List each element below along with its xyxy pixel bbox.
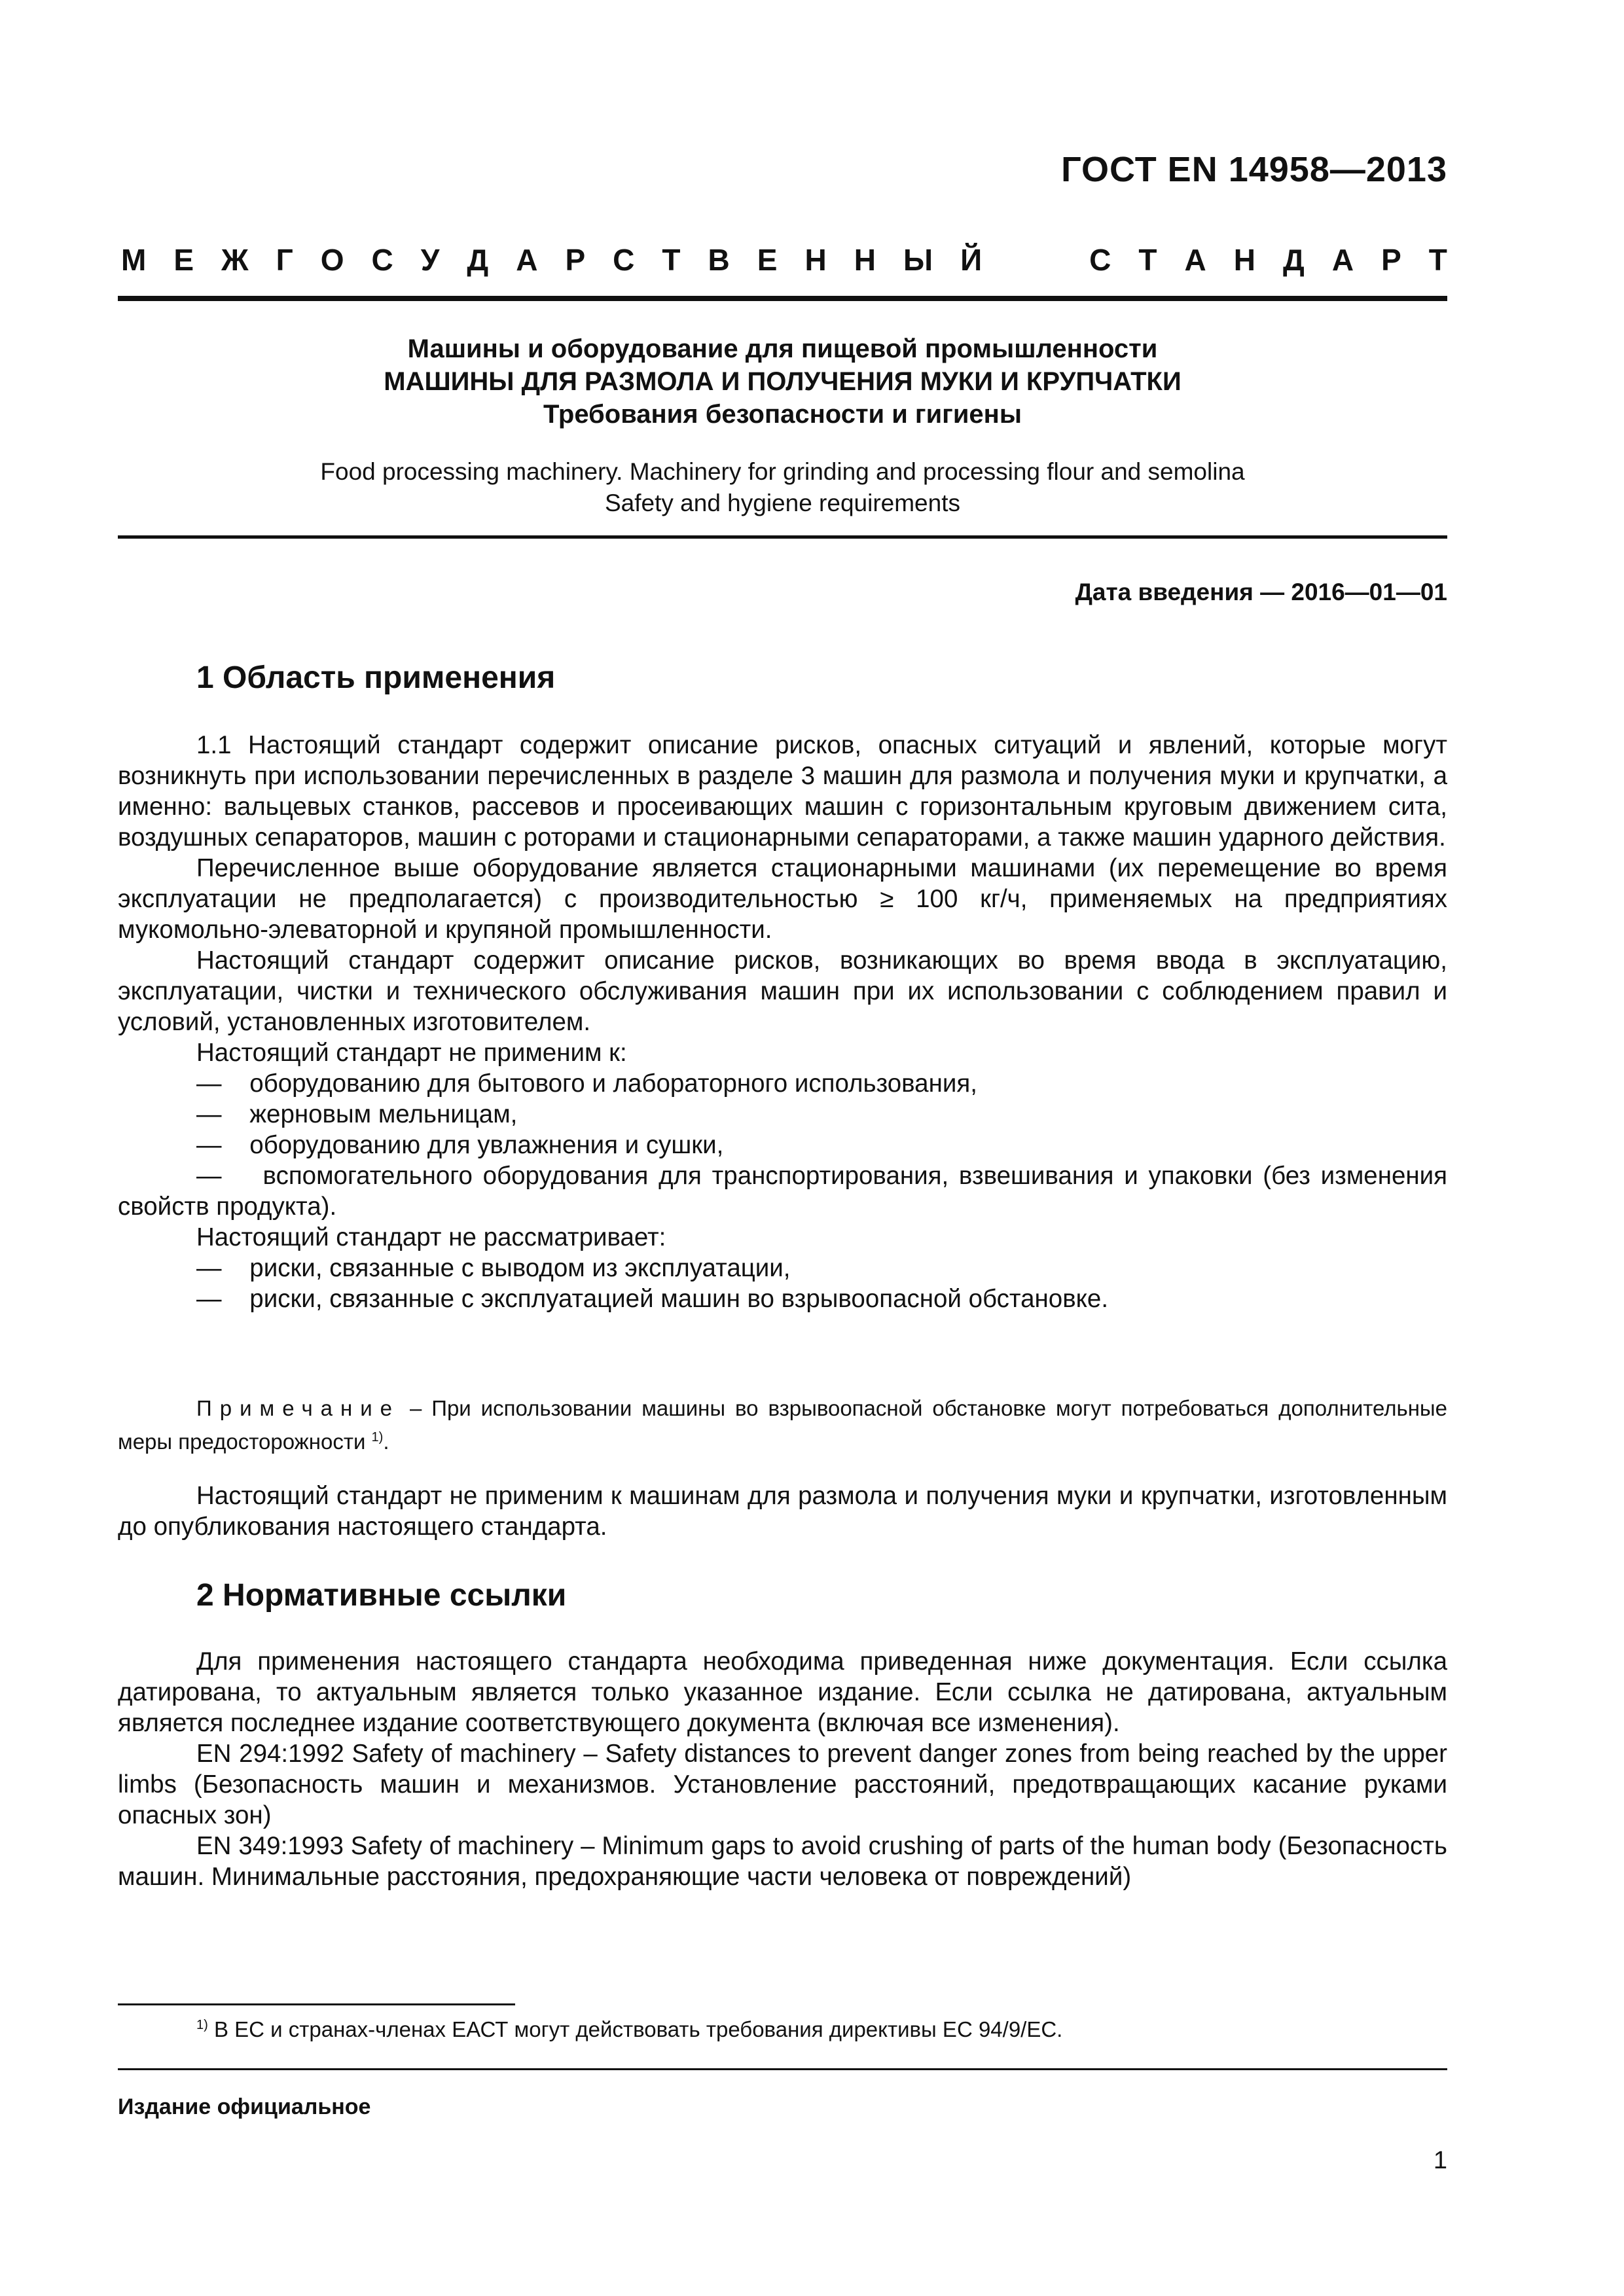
heading-letter: А [1184,243,1206,277]
section-1-paragraph-6: Настоящий стандарт не применим к машинам для размола и получения муки и крупчатки, изготовленным до опубликования настоящего стандарта. [118,1482,1447,1541]
heading-letter: Т [1138,243,1157,277]
reference-en-294: EN 294:1992 Safety of machinery – Safety distances to prevent danger zones from being reached by the upper limbs (Безопасность машин и механизмов. Установление расстояний, предотвращающих касание руками опасных зон) [118,1740,1447,1829]
section-1-paragraph-3: Настоящий стандарт содержит описание рисков, возникающих во время ввода в эксплуатацию, эксплуатации, чистки и технического обслуживания машин при их использовании с соблюдением правил и условий, установленных изготовителем. [118,946,1447,1036]
heading-word-gap [1009,242,1062,278]
list-item: — оборудованию для бытового и лабораторного использования, [196,1069,977,1098]
section-2-heading: 2 Нормативные ссылки [196,1578,567,1613]
section-2-body [118,1646,1447,1892]
note-label: Примечание [196,1396,401,1420]
footnote [196,2017,1062,2042]
section-1-closing [118,1480,1447,1542]
heading-letter: Р [565,243,586,277]
list-item: — вспомогательного оборудования для транспортирования, взвешивания и упаковки (без изменения свойств продукта). [118,1162,1447,1221]
heading-letter: Д [1283,243,1305,277]
list-item: — риски, связанные с эксплуатацией машин во взрывоопасной обстановке. [196,1285,1109,1313]
heading-letter: Н [1233,243,1256,277]
section-2-paragraph-1: Для применения настоящего стандарта необходима приведенная ниже документация. Если ссылка датирована, то актуальным является только указанное издание. Если ссылка не датирована, актуальным является последнее издание соответствующего документа (включая все изменения). [118,1647,1447,1737]
heading-letter: Е [173,243,194,277]
section-1-heading: 1 Область применения [196,660,556,695]
heading-letter: Е [757,243,778,277]
list-item: — оборудованию для увлажнения и сушки, [196,1131,724,1159]
heading-letter: Г [276,243,293,277]
reference-en-349: EN 349:1993 Safety of machinery – Minimum gaps to avoid crushing of parts of the human body (Безопасность машин. Минимальные расстояния, предохраняющие части человека от повреждений) [118,1832,1447,1891]
heading-letter: М [121,243,147,277]
section-1-paragraph-1: 1.1 Настоящий стандарт содержит описание рисков, опасных ситуаций и явлений, которые могут возникнуть при использовании перечисленных в разделе 3 машин для размола и получения муки и крупчатки, а именно: вальцевых станков, рассевов и просеивающих машин с горизонтальным круговым движением сита, воздушных сепараторов, машин с роторами и стационарными сепараторами, а также машин ударного действия. [118,731,1447,852]
heading-letter: В [708,243,730,277]
list-item: — риски, связанные с выводом из эксплуатации, [196,1254,791,1282]
section-1-paragraph-4: Настоящий стандарт не применим к: [196,1039,627,1067]
title-block [118,332,1447,431]
heading-letter: У [420,243,440,277]
page-number: 1 [1433,2147,1447,2174]
title-rule [118,535,1447,539]
title-line-2: МАШИНЫ ДЛЯ РАЗМОЛА И ПОЛУЧЕНИЯ МУКИ И КРУПЧАТКИ [384,367,1182,396]
heading-letter: О [320,243,344,277]
footnote-rule [118,2003,515,2005]
heading-letter: Д [467,243,489,277]
heading-letter: С [613,243,635,277]
section-1-body [118,730,1447,1314]
english-title-block [118,456,1447,519]
heading-letter: Й [960,243,983,277]
title-line-1: Машины и оборудование для пищевой промышленности [407,334,1158,363]
note-text: – При использовании машины во взрывоопасной обстановке могут потребоваться дополнительные меры предосторожности [118,1396,1447,1454]
heading-letter: Н [804,243,827,277]
heading-letter: Ж [221,243,249,277]
english-title-line-1: Food processing machinery. Machinery for grinding and processing flour and semolina [320,458,1245,485]
edition-label: Издание официальное [118,2094,371,2119]
standard-type-heading [121,242,1447,278]
section-1-paragraph-2: Перечисленное выше оборудование является стационарными машинами (их перемещение во время эксплуатации не предполагается) с производительностью ≥ 100 кг/ч, применяемых на предприятиях мукомольно-элеваторной и крупяной промышленности. [118,854,1447,944]
footer-rule [118,2068,1447,2070]
footnote-text: В ЕС и странах-членах ЕАСТ могут действовать требования директивы ЕС 94/9/ЕС. [213,2017,1063,2041]
heading-letter: С [1089,243,1111,277]
header-rule [118,296,1447,301]
footnote-reference: 1) [371,1430,384,1444]
heading-letter: Н [854,243,876,277]
note: Примечание – При использовании машины во взрывоопасной обстановке могут потребоваться дополнительные меры предосторожности $^{1)}$. [118,1396,1447,1454]
heading-letter: Т [1428,243,1447,277]
date-of-introduction: Дата введения — 2016—01—01 [1075,579,1447,605]
list-item: — жерновым мельницам, [196,1100,518,1128]
heading-letter: С [371,243,393,277]
heading-letter: А [516,243,538,277]
standard-number: ГОСТ EN 14958—2013 [1061,150,1447,189]
english-title-line-2: Safety and hygiene requirements [604,490,960,516]
heading-letter: Т [662,243,681,277]
heading-letter: Ы [903,243,933,277]
footnote-marker: 1) [196,2018,208,2032]
heading-letter: Р [1381,243,1401,277]
title-line-3: Требования безопасности и гигиены [543,400,1022,429]
heading-letter: А [1331,243,1354,277]
section-1-paragraph-5: Настоящий стандарт не рассматривает: [196,1223,666,1251]
